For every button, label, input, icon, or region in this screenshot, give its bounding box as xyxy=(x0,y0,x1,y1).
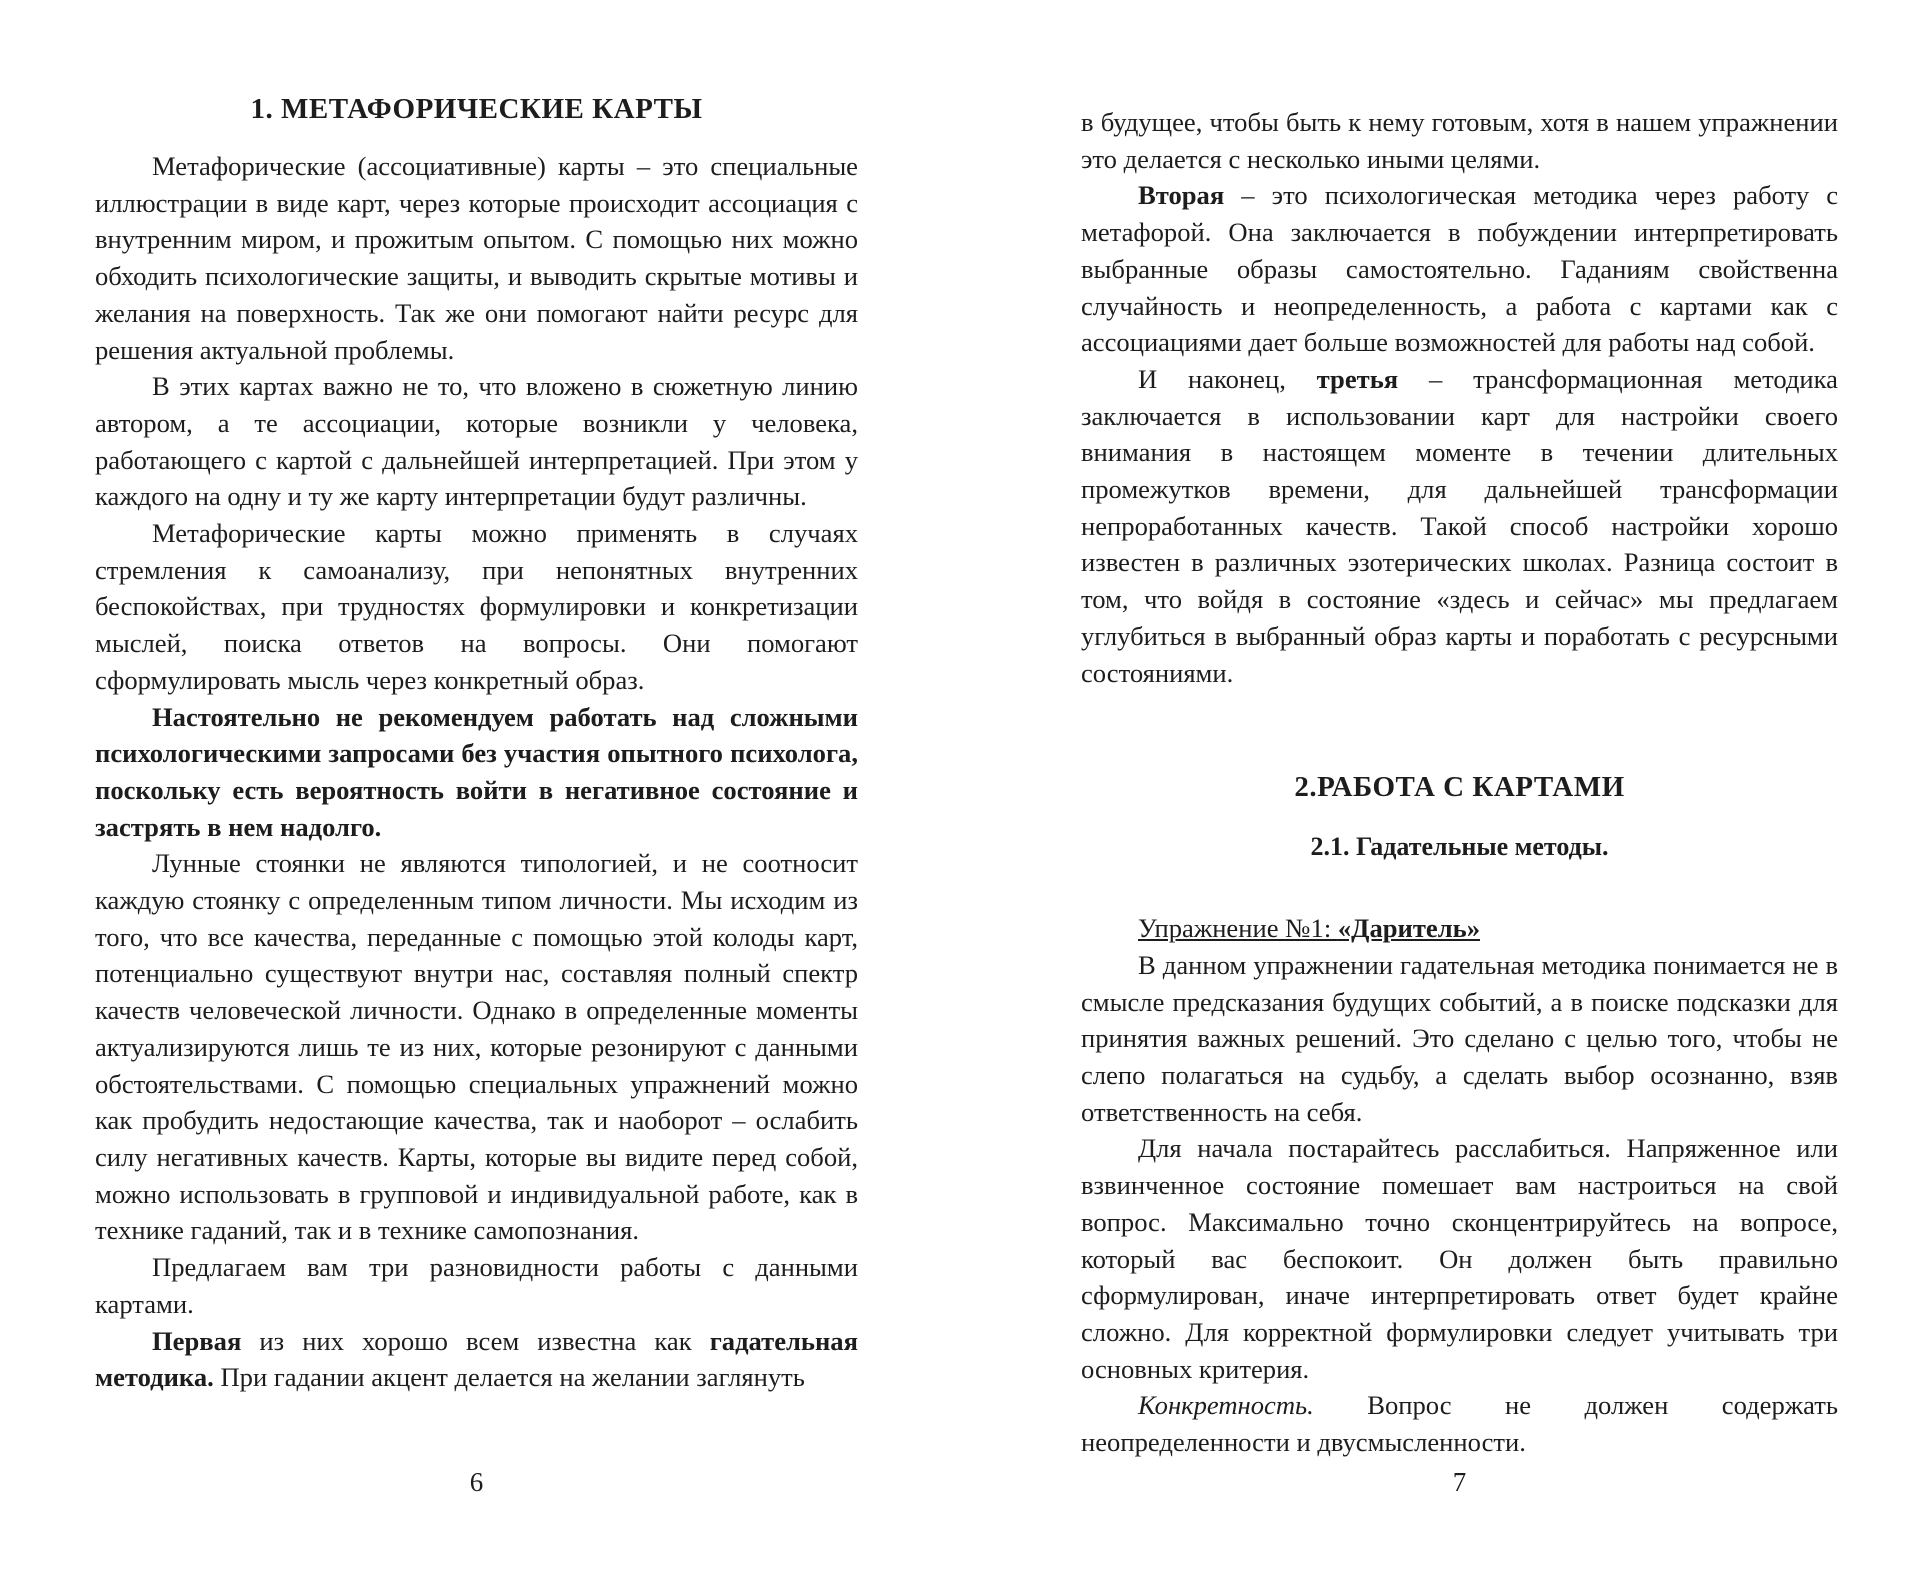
section-heading-working-with-cards: 2.РАБОТА С КАРТАМИ xyxy=(1294,771,1625,804)
paragraph: Для начала постарайтесь расслабиться. Напряженное или взвинченное состояние помешает вам настроиться на свой вопрос. Максимально точно сконцентрируйтесь на вопросе, который вас беспокоит. Он должен быть правильно сформулирован, иначе интерпретировать ответ будет крайне сложно. Для корректной формулировки следует учитывать три основных критерия. xyxy=(1081,1133,1838,1384)
text-run: При гадании акцент делается на желании заглянуть xyxy=(213,1362,805,1393)
italic-term: Конкретность. xyxy=(1138,1390,1314,1421)
paragraph: Лунные стоянки не являются типологией, и не соотносит каждую стоянку с определенным типом личности. Мы исходим из того, что все качества, переданные с помощью этой колоды карт, потенциально существуют внутри нас, составляя полный спектр качеств человеческой личности. Однако в определенные моменты актуализируются лишь те из них, которые резонируют с данными обстоятельствами. С помощью специальных упражнений можно как пробудить недостающие качества, так и наоборот – ослабить силу негативных качеств. Карты, которые вы видите перед собой, можно использовать в групповой и индивидуальной работе, как в технике гаданий, так и в технике самопознания. xyxy=(95,848,858,1246)
right-page-text xyxy=(1081,104,1838,691)
page-number: 6 xyxy=(469,1467,484,1497)
right-page xyxy=(1081,0,1838,1577)
text-run: – трансформационная методика заключается в использовании карт для настройки своего внимания в настоящем моменте в течении длительных промежутков времени, для дальнейшей трансформации непроработанных качеств. Такой способ настройки хорошо известен в различных эзотерических школах. Разница состоит в том, что войдя в состояние «здесь и сейчас» мы предлагаем углубиться в выбранный образ карты и поработать с ресурсными состояниями. xyxy=(1081,363,1838,688)
bold-term: Вторая xyxy=(1138,180,1225,211)
warning-paragraph xyxy=(95,699,858,846)
paragraph: Предлагаем вам три разновидности работы с данными картами. xyxy=(95,1252,858,1319)
text-run: И наконец, xyxy=(1138,363,1317,394)
text-run: из них хорошо всем известна как xyxy=(241,1325,710,1356)
subsection-heading-divination-methods: 2.1. Гадательные методы. xyxy=(1310,832,1609,862)
page-number: 7 xyxy=(1452,1467,1467,1497)
paragraph: В данном упражнении гадательная методика понимается не в смысле предсказания будущих событий, а в поиске подсказки для принятия важных решений. Это сделано с целью того, чтобы не слепо полагаться на судьбу, а сделать выбор осознанно, взяв ответственность на себя. xyxy=(1081,949,1838,1127)
paragraph-third-method xyxy=(1081,361,1838,691)
left-page xyxy=(95,0,858,1577)
bold-term: гадательная методика. xyxy=(95,1325,858,1393)
paragraph: Метафорические карты можно применять в случаях стремления к самоанализу, при непонятных внутренних беспокойствах, при трудностях формулировки и конкретизации мыслей, поиска ответов на вопросы. Они помогают сформулировать мысль через конкретный образ. xyxy=(95,518,858,695)
exercise-name: «Даритель» xyxy=(1337,913,1481,944)
paragraph-criterion xyxy=(1081,1387,1838,1460)
bold-term: Первая xyxy=(152,1325,242,1356)
text-run: Вопрос не должен содержать неопределенности и двусмысленности. xyxy=(1081,1390,1838,1458)
left-page-text xyxy=(95,148,858,1396)
section-heading-metaphoric-cards: 1. МЕТАФОРИЧЕСКИЕ КАРТЫ xyxy=(250,93,703,125)
warning-text: Настоятельно не рекомендуем работать над сложными психологическими запросами без участия опытного психолога, поскольку есть вероятность войти в негативное состояние и застрять в нем надолго. xyxy=(95,701,858,842)
text-run: – это психологическая методика через работу с метафорой. Она заключается в побуждении интерпретировать выбранные образы самостоятельно. Гаданиям свойственна случайность и неопределенность, а работа с картами как с ассоциациями дает больше возможностей для работы над собой. xyxy=(1081,180,1838,358)
paragraph: В этих картах важно не то, что вложено в сюжетную линию автором, а те ассоциации, которые возникли у человека, работающего с картой с дальнейшей интерпретацией. При этом у каждого на одну и ту же карту интерпретации будут различны. xyxy=(95,371,858,512)
exercise-text xyxy=(1081,910,1838,1461)
exercise-label: Упражнение №1: xyxy=(1138,913,1338,944)
exercise-title xyxy=(1081,910,1838,947)
paragraph: Метафорические (ассоциативные) карты – это специальные иллюстрации в виде карт, через которые происходит ассоциация с внутренним миром, и прожитым опытом. С помощью них можно обходить психологические защиты, и выводить скрытые мотивы и желания на поверхность. Так же они помогают найти ресурс для решения актуальной проблемы. xyxy=(95,151,858,365)
paragraph-continued: в будущее, чтобы быть к нему готовым, хотя в нашем упражнении это делается с несколько иными целями. xyxy=(1081,107,1838,174)
paragraph-first-method xyxy=(95,1323,858,1396)
bold-term: третья xyxy=(1316,363,1399,394)
paragraph-second-method xyxy=(1081,177,1838,361)
